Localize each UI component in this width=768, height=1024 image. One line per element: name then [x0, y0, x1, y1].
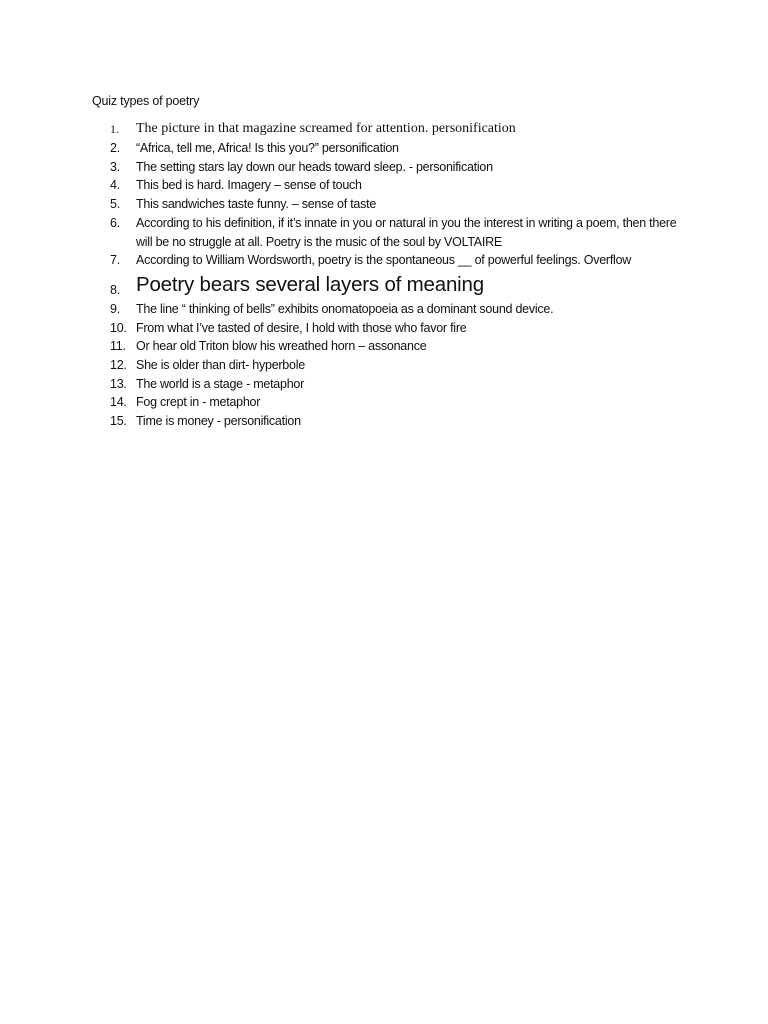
item-number: 13.	[110, 376, 127, 391]
item-text: According to his definition, if it’s innate in you or natural in you the interest in writing a poem, then there will be no struggle at all. Poetry is the music of the soul by VOLTAIRE	[136, 215, 677, 249]
list-item	[0, 356, 768, 375]
item-number: 2.	[110, 141, 120, 155]
item-text: The world is a stage - metaphor	[136, 376, 305, 391]
item-text: According to William Wordsworth, poetry is the spontaneous __ of powerful feelings. Overflow	[136, 253, 632, 268]
item-text: Poetry bears several layers of meaning	[136, 272, 484, 296]
list-item	[0, 195, 768, 214]
item-number: 8.	[110, 282, 121, 297]
item-number: 3.	[110, 159, 120, 174]
list-item	[0, 251, 768, 270]
list-item	[0, 375, 768, 394]
list-item	[0, 176, 768, 195]
list-item	[0, 139, 768, 158]
item-text: Time is money - personification	[136, 414, 301, 429]
item-number: 1.	[110, 122, 119, 136]
item-text: From what I’ve tasted of desire, I hold with those who favor fire	[136, 320, 467, 335]
document-title: Quiz types of poetry	[92, 94, 200, 108]
list-item	[0, 270, 768, 300]
item-number: 11.	[110, 339, 126, 354]
item-text: This sandwiches taste funny. – sense of taste	[136, 197, 377, 212]
item-text: Or hear old Triton blow his wreathed horn – assonance	[136, 339, 427, 354]
list-item	[0, 119, 768, 139]
item-text: She is older than dirt- hyperbole	[136, 358, 305, 373]
item-number: 5.	[110, 197, 120, 212]
list-item	[0, 319, 768, 338]
list-item	[0, 412, 768, 431]
item-text: The picture in that magazine screamed for attention. personification	[136, 121, 516, 136]
item-number: 6.	[110, 215, 120, 230]
item-number: 10.	[110, 320, 127, 335]
list-item	[0, 158, 768, 177]
list-item	[0, 300, 768, 319]
item-number: 12.	[110, 358, 127, 373]
item-number: 9.	[110, 301, 120, 316]
item-number: 7.	[110, 253, 120, 268]
item-text: This bed is hard. Imagery – sense of touch	[136, 178, 362, 193]
item-number: 14.	[110, 395, 127, 410]
item-text: The setting stars lay down our heads toward sleep. - personification	[136, 159, 493, 174]
list-item	[0, 393, 768, 412]
item-text: Fog crept in - metaphor	[136, 395, 261, 410]
item-text: The line “ thinking of bells” exhibits onomatopoeia as a dominant sound device.	[136, 301, 554, 316]
list-item	[0, 337, 768, 356]
list-item	[0, 214, 768, 251]
item-number: 4.	[110, 178, 120, 193]
quiz-list	[0, 119, 768, 431]
item-text: “Africa, tell me, Africa! Is this you?” personification	[136, 141, 399, 155]
item-number: 15.	[110, 414, 127, 429]
